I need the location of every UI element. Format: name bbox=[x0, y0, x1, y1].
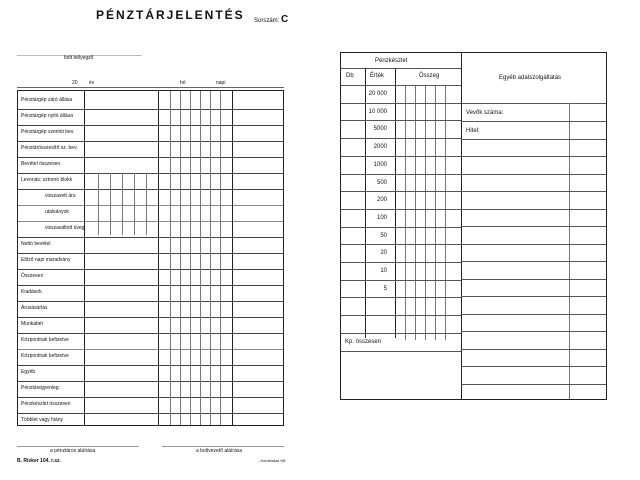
cash-total-label: Kp. összesen bbox=[345, 338, 382, 345]
other-row-divider bbox=[461, 384, 606, 385]
denomination-value: 20 000 bbox=[368, 91, 387, 97]
right-subcolumn-divider bbox=[445, 85, 446, 340]
serial-number bbox=[254, 14, 288, 25]
left-row-label: Pénztárgép nyitó állása bbox=[21, 113, 73, 119]
left-row-divider bbox=[18, 189, 283, 190]
other-row-divider bbox=[461, 226, 606, 227]
total-row-divider bbox=[341, 333, 461, 334]
left-row-divider bbox=[18, 317, 283, 318]
left-row-label: Kiadások bbox=[21, 289, 42, 295]
right-subcolumn-divider bbox=[435, 85, 436, 340]
left-row-label: Központnak befizetve bbox=[21, 353, 69, 359]
cash-header-divider bbox=[341, 68, 461, 69]
denomination-row-divider bbox=[341, 227, 461, 228]
denomination-row-divider bbox=[341, 103, 461, 104]
left-column-divider bbox=[210, 91, 211, 425]
denomination-row-divider bbox=[341, 85, 461, 86]
date-year-suffix: év bbox=[89, 80, 95, 86]
left-row-label: Pénztáregyenleg: bbox=[21, 385, 60, 391]
other-row-divider bbox=[461, 174, 606, 175]
other-row-divider bbox=[461, 296, 606, 297]
left-subcolumn-divider bbox=[122, 173, 123, 235]
denomination-row-divider bbox=[341, 280, 461, 281]
left-subcolumn-divider bbox=[98, 173, 99, 235]
denomination-value: 5000 bbox=[373, 126, 387, 133]
denomination-value: 5 bbox=[383, 285, 387, 292]
left-row-label: Egyéb bbox=[21, 369, 36, 375]
left-column-divider bbox=[220, 91, 221, 425]
left-column-divider bbox=[180, 91, 181, 425]
other-row-divider bbox=[461, 209, 606, 210]
form-code: B. Rísker 104. r.sz. bbox=[17, 458, 61, 464]
denomination-row-divider bbox=[341, 120, 461, 121]
left-row-label: Levonás: sztornó blokk bbox=[21, 177, 73, 183]
date-month: hó bbox=[180, 80, 186, 86]
left-row-divider bbox=[18, 125, 283, 126]
other-row-divider bbox=[461, 121, 606, 122]
denomination-row-divider bbox=[341, 138, 461, 139]
right-subcolumn-divider bbox=[415, 85, 416, 340]
denomination-value: 500 bbox=[376, 179, 387, 186]
other-row-divider bbox=[461, 314, 606, 315]
denomination-value: 100 bbox=[376, 214, 387, 221]
other-data-header: Egyéb adatszolgáltatás bbox=[499, 75, 562, 81]
total-row-bottom bbox=[341, 351, 461, 352]
other-row-divider bbox=[461, 156, 606, 157]
left-row-divider bbox=[18, 141, 283, 142]
denomination-row-divider bbox=[341, 262, 461, 263]
denomination-value: 50 bbox=[380, 232, 387, 239]
right-subcolumn-divider bbox=[569, 103, 570, 399]
left-row-label: Előző napi maradvány bbox=[21, 257, 71, 263]
col-db-header: Db bbox=[346, 73, 354, 79]
left-row-divider bbox=[18, 109, 283, 110]
left-row-label: visszavett áru bbox=[45, 193, 76, 199]
buyers-count-label: Vevők száma: bbox=[466, 110, 504, 116]
left-row-label: Áruvásárlás bbox=[21, 305, 48, 311]
blank-row-divider bbox=[341, 315, 461, 316]
left-row-label: Pénztárgép szerinti bev. bbox=[21, 129, 75, 135]
denomination-row-divider bbox=[341, 244, 461, 245]
left-row-label: Pénztárgép záró állása bbox=[21, 97, 73, 103]
stamp-label: bolt bélyegző bbox=[64, 55, 94, 61]
left-row-divider bbox=[18, 301, 283, 302]
col-ertek-header: Érték bbox=[370, 73, 385, 79]
left-row-label: Központnak befizetve bbox=[21, 337, 69, 343]
left-column-divider bbox=[170, 91, 171, 425]
other-row-divider bbox=[461, 279, 606, 280]
printer-imprint: - Kombiskar Kft. bbox=[258, 458, 287, 463]
left-row-divider bbox=[18, 365, 283, 366]
denomination-value: 10 bbox=[380, 268, 387, 274]
denomination-row-divider bbox=[341, 191, 461, 192]
col-osszeg-header: Összeg bbox=[419, 73, 440, 79]
blank-row-divider bbox=[341, 297, 461, 298]
form-title: PÉNZTÁRJELENTÉS bbox=[96, 8, 245, 22]
left-subcolumn-divider bbox=[134, 173, 135, 235]
serial-label: Sorszám: bbox=[254, 18, 280, 24]
left-row-divider bbox=[18, 205, 283, 206]
left-column-divider bbox=[232, 91, 233, 425]
left-row-divider bbox=[18, 157, 283, 158]
left-row-label: Bevétel összesen bbox=[21, 161, 61, 167]
left-row-label: visszaváltott üveg bbox=[45, 225, 85, 231]
cash-header: Pénzkészlet bbox=[375, 58, 408, 64]
left-row-divider bbox=[18, 221, 283, 222]
left-subcolumn-divider bbox=[110, 173, 111, 235]
right-subcolumn-divider bbox=[405, 85, 406, 340]
left-row-label: Pénzkészlet összesen bbox=[21, 401, 71, 407]
other-row-divider bbox=[461, 244, 606, 245]
denomination-value: 20 bbox=[380, 250, 387, 257]
denomination-row-divider bbox=[341, 156, 461, 157]
left-row-divider bbox=[18, 253, 283, 254]
denomination-row-divider bbox=[341, 174, 461, 175]
left-row-divider bbox=[18, 397, 283, 398]
left-column-divider bbox=[158, 91, 159, 425]
left-row-divider bbox=[18, 237, 283, 238]
denomination-value: 200 bbox=[376, 197, 387, 204]
left-row-label: Összesen bbox=[21, 273, 44, 279]
serial-value: C bbox=[281, 14, 289, 25]
other-row-divider bbox=[461, 261, 606, 262]
left-row-divider bbox=[18, 333, 283, 334]
left-column-divider bbox=[200, 91, 201, 425]
denomination-value: 1000 bbox=[373, 161, 387, 168]
left-row-label: utalványok bbox=[45, 209, 69, 215]
left-row-divider bbox=[18, 173, 283, 174]
date-year: 20 bbox=[72, 80, 78, 86]
left-report-table bbox=[17, 90, 284, 426]
left-row-divider bbox=[18, 349, 283, 350]
left-row-divider bbox=[18, 381, 283, 382]
cashier-signature-label: a pénztáros aláírása bbox=[50, 448, 96, 454]
left-row-label: Nettó bevétel bbox=[21, 241, 51, 247]
other-row-divider bbox=[461, 139, 606, 140]
credit-label: Hitel: bbox=[466, 128, 480, 134]
left-row-divider bbox=[18, 413, 283, 414]
left-row-label: Többlet vagy hiány bbox=[21, 417, 63, 423]
left-row-divider bbox=[18, 285, 283, 286]
right-subcolumn-divider bbox=[425, 85, 426, 340]
left-row-label: Munkabér bbox=[21, 321, 44, 327]
date-day: napi bbox=[216, 80, 226, 86]
left-subcolumn-divider bbox=[146, 173, 147, 235]
other-row-divider bbox=[461, 366, 606, 367]
other-row-divider bbox=[461, 331, 606, 332]
other-header-divider bbox=[461, 103, 606, 104]
right-cash-table bbox=[340, 52, 607, 400]
left-column-divider bbox=[84, 91, 85, 425]
other-row-divider bbox=[461, 191, 606, 192]
denomination-row-divider bbox=[341, 209, 461, 210]
left-row-label: Pénztárösszesítő sz. bev. bbox=[21, 145, 78, 151]
left-row-divider bbox=[18, 269, 283, 270]
denomination-value: 2000 bbox=[373, 144, 387, 151]
left-column-divider bbox=[190, 91, 191, 425]
other-row-divider bbox=[461, 349, 606, 350]
manager-signature-label: a boltvezető aláírása bbox=[196, 448, 243, 454]
denomination-value: 10 000 bbox=[368, 108, 387, 115]
